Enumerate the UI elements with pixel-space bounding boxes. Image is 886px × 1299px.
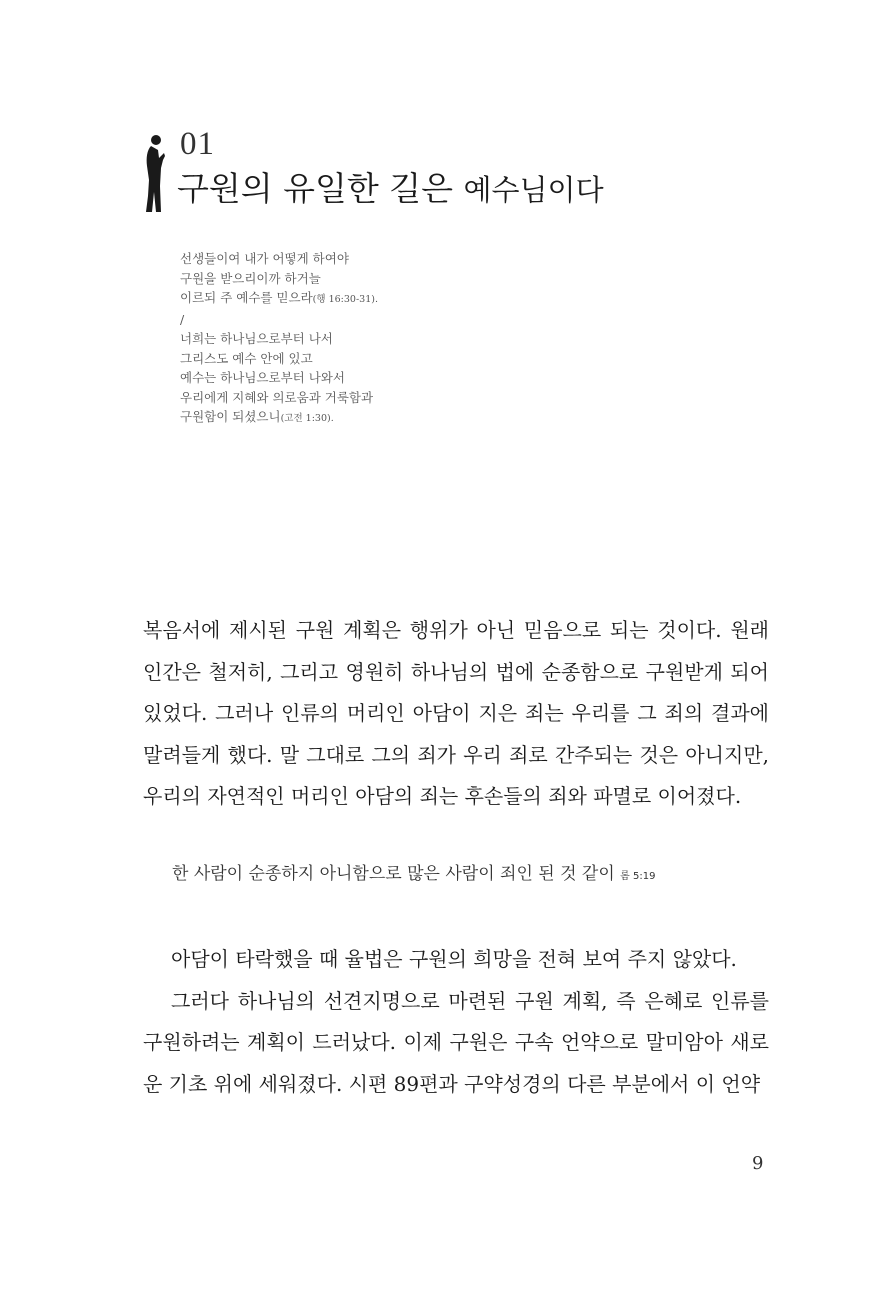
- epigraph-line: 구원을 받으리이까 하거늘: [180, 270, 321, 286]
- chapter-title-small: 예수님이다: [463, 173, 604, 207]
- epigraph-line: 예수는 하나님으로부터 나와서: [180, 370, 345, 385]
- epigraph-line: 그리스도 예수 안에 있고: [180, 350, 313, 366]
- body-paragraph: 아담이 타락했을 때 율법은 구원의 희망을 전혀 보여 주지 않았다.: [171, 947, 737, 971]
- body-paragraph: 그러다 하나님의 선견지명으로 마련된 구원 계획, 즉 은혜로 인류를 구원하려는 계획이 드러났다. 이제 구원은 구속 언약으로 말미암아 새로운 기초 위에 세워졌다. 시편 89편과 구약성경의 다른 부분에서 이 언약: [143, 988, 769, 1096]
- body-section: [143, 939, 769, 1105]
- epigraph-reference: (고전 1:30).: [280, 413, 334, 424]
- body-paragraph: 복음서에 제시된 구원 계획은 행위가 아닌 믿음으로 되는 것이다. 원래 인간은 철저히, 그리고 영원히 하나님의 법에 순종함으로 구원받게 되어 있었다. 그러나 인류의 머리인 아담이 지은 죄는 우리를 그 죄의 결과에 말려들게 했다. 말 그대로 그의 죄가 우리 죄로 간주되는 것은 아니지만, 우리의 자연적인 머리인 아담의 죄는 후손들의 죄와 파멸로 이어졌다.: [143, 618, 769, 808]
- quote-reference: 롬 5:19: [620, 871, 656, 882]
- epigraph-line: 이르되 주 예수를 믿으라(행 16:30-31).: [180, 290, 378, 305]
- chapter-number: 01: [180, 126, 215, 162]
- epigraph-line: 너희는 하나님으로부터 나서: [180, 331, 333, 346]
- epigraph-line: 선생들이여 내가 어떻게 하여야: [180, 251, 349, 266]
- epigraph-separator: /: [180, 311, 185, 327]
- chapter-title-main: 구원의 유일한 길은: [177, 169, 454, 208]
- epigraph-line: 구원함이 되셨으니(고전 1:30).: [180, 409, 334, 424]
- page-number: 9: [752, 1153, 764, 1174]
- epigraph-line: 우리에게 지혜와 의로움과 거룩함과: [180, 389, 374, 405]
- epigraph: [180, 249, 378, 429]
- scripture-quote: 한 사람이 순종하지 아니함으로 많은 사람이 죄인 된 것 같이 롬 5:19: [172, 864, 656, 884]
- epigraph-reference: (행 16:30-31).: [312, 294, 378, 305]
- praying-man-icon: [140, 134, 166, 214]
- chapter-title: [177, 169, 604, 208]
